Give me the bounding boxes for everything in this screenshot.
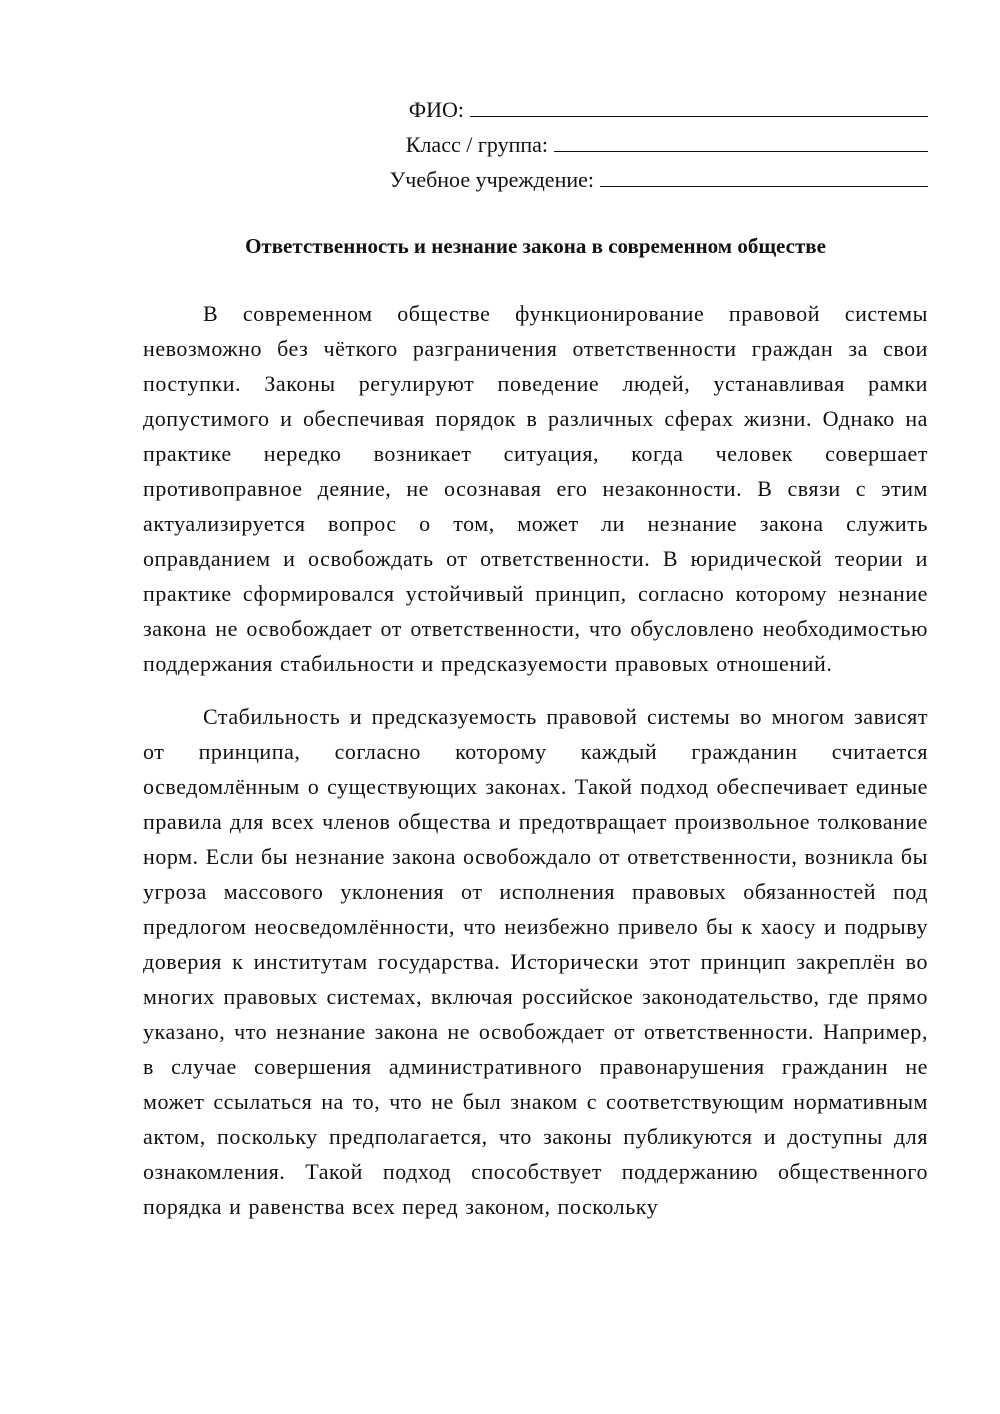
paragraph-2: Стабильность и предсказуемость правовой системы во многом зависят от принципа, согласно которому каждый гражданин считается осведомлённым о существующих законах. Такой подход обеспечивает единые правила для всех членов общества и предотвращает произвольное толкование норм. Если бы незнание закона освобождало от ответственности, возникла бы угроза массового уклонения от исполнения правовых обязанностей под предлогом неосведомлённости, что неизбежно привело бы к хаосу и подрыву доверия к институтам государства. Исторически этот принцип закреплён во многих правовых системах, включая российское законодательство, где прямо указано, что незнание закона не освобождает от ответственности. Например, в случае совершения административного правонарушения гражданин не может ссылаться на то, что не был знаком с соответствующим нормативным актом, поскольку предполагается, что законы публикуются и доступны для ознакомления. Такой подход способствует поддержанию общественного порядка и равенства всех перед законом, поскольку (143, 704, 928, 1219)
document-title: Ответственность и незнание закона в современном обществе (245, 234, 826, 258)
paragraph-1: В современном обществе функционирование правовой системы невозможно без чёткого разграничения ответственности граждан за свои поступки. Законы регулируют поведение людей, устанавливая рамки допустимого и обеспечивая порядок в различных сферах жизни. Однако на практике нередко возникает ситуация, когда человек совершает противоправное деяние, не осознавая его незаконности. В связи с этим актуализируется вопрос о том, может ли незнание закона служить оправданием и освобождать от ответственности. В юридической теории и практике сформировался устойчивый принцип, согласно которому незнание закона не освобождает от ответственности, что обусловлено необходимостью поддержания стабильности и предсказуемости правовых отношений. (143, 301, 928, 676)
institution-blank-line (600, 164, 928, 187)
class-label: Класс / группа: (405, 132, 548, 157)
student-info-block (328, 94, 928, 199)
fio-row (328, 94, 928, 129)
fio-blank-line (470, 94, 928, 117)
institution-label: Учебное учреждение: (389, 167, 594, 192)
fio-label: ФИО: (408, 97, 464, 122)
document-body (143, 296, 928, 1242)
class-row (328, 129, 928, 164)
class-blank-line (554, 129, 928, 152)
institution-row (328, 164, 928, 199)
